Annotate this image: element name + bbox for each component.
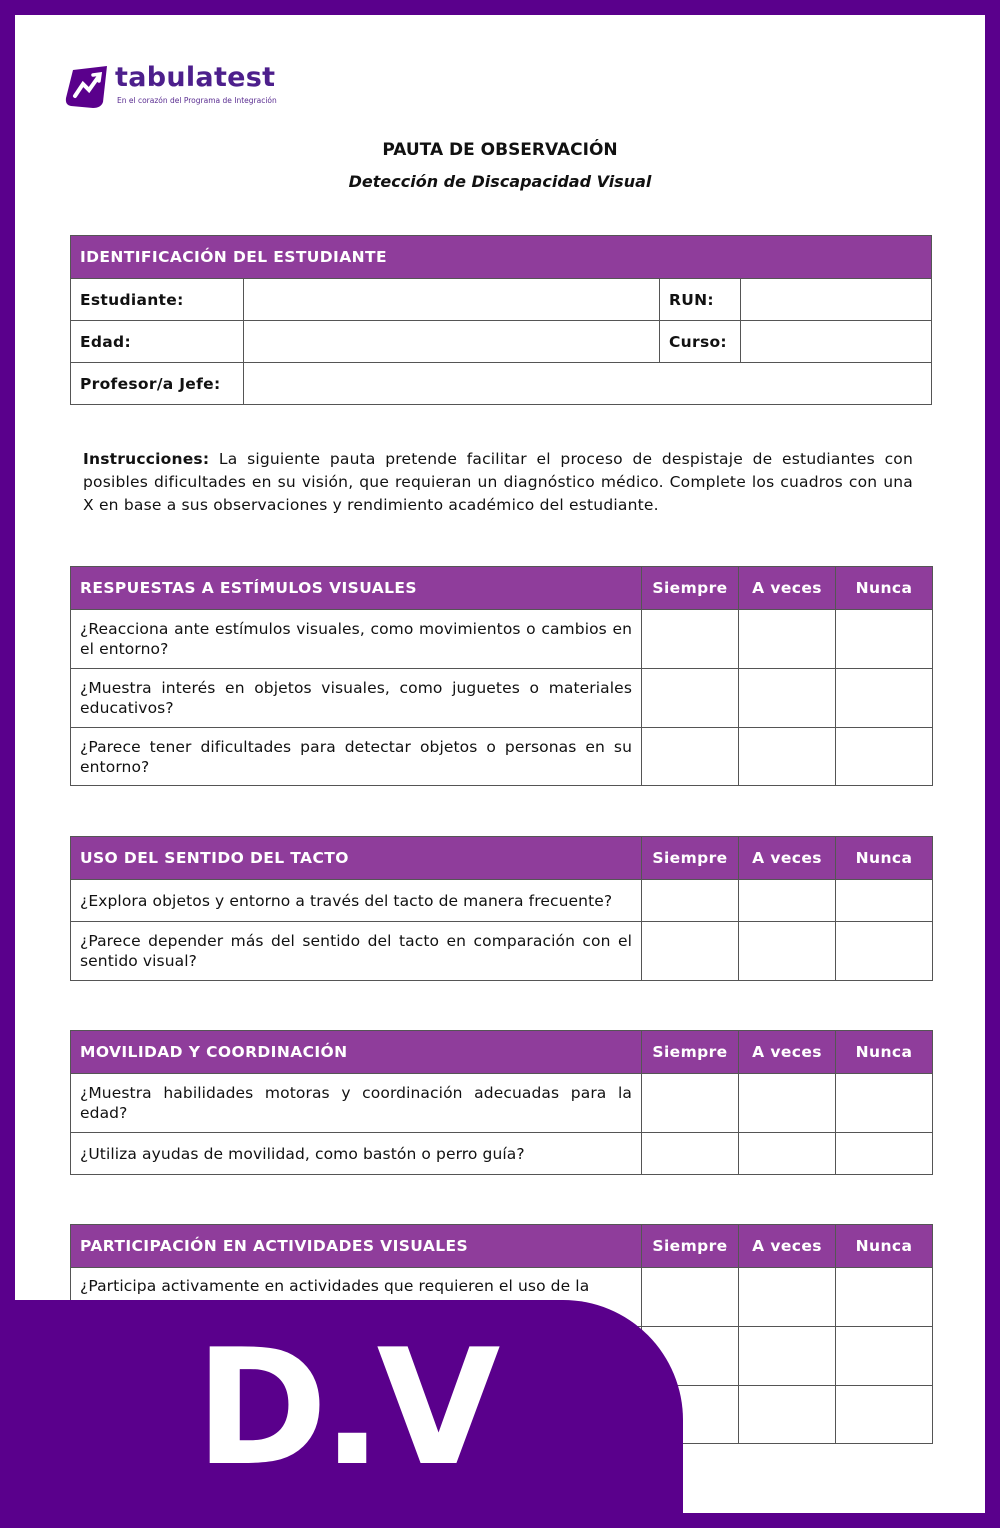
dv-banner-text: D.V — [195, 1314, 495, 1501]
checkbox-never[interactable] — [836, 1327, 933, 1386]
document-page — [15, 15, 985, 1513]
column-always: Siempre — [642, 837, 739, 880]
page-title: PAUTA DE OBSERVACIÓN — [382, 140, 618, 160]
column-never: Nunca — [836, 1031, 933, 1074]
checkbox-never[interactable] — [836, 1133, 933, 1175]
instructions-text: La siguiente pauta pretende facilitar el proceso de despistaje de estudiantes con posibles dificultades en su visión, que requieran un diagnóstico médico. Complete los cuadros con una X en base a sus observaciones y rendimiento académico del estudiante. — [83, 450, 913, 514]
column-always: Siempre — [642, 567, 739, 610]
checkbox-sometimes[interactable] — [739, 1327, 836, 1386]
column-sometimes: A veces — [739, 567, 836, 610]
age-field[interactable] — [244, 321, 660, 363]
column-never: Nunca — [836, 1225, 933, 1268]
question: ¿Parece tener dificultades para detectar objetos o personas en su entorno? — [71, 728, 642, 786]
question: ¿Utiliza ayudas de movilidad, como bastón o perro guía? — [71, 1133, 642, 1175]
checkbox-never[interactable] — [836, 1074, 933, 1133]
question: ¿Muestra habilidades motoras y coordinación adecuadas para la edad? — [71, 1074, 642, 1133]
checkbox-always[interactable] — [642, 669, 739, 728]
column-sometimes: A veces — [739, 837, 836, 880]
checkbox-sometimes[interactable] — [739, 1386, 836, 1444]
teacher-field[interactable] — [244, 363, 932, 405]
instructions-label: Instrucciones: — [83, 450, 210, 468]
column-always: Siempre — [642, 1225, 739, 1268]
student-field[interactable] — [244, 279, 660, 321]
checkbox-always[interactable] — [642, 922, 739, 981]
student-label: Estudiante: — [71, 279, 244, 321]
instructions — [83, 448, 913, 517]
question: ¿Muestra interés en objetos visuales, como juguetes o materiales educativos? — [71, 669, 642, 728]
checkbox-sometimes[interactable] — [739, 1133, 836, 1175]
checkbox-always[interactable] — [642, 728, 739, 786]
section-title: PARTICIPACIÓN EN ACTIVIDADES VISUALES — [71, 1225, 642, 1268]
checkbox-never[interactable] — [836, 1386, 933, 1444]
checkbox-sometimes[interactable] — [739, 728, 836, 786]
column-never: Nunca — [836, 567, 933, 610]
column-always: Siempre — [642, 1031, 739, 1074]
logo-name: tabulatest — [115, 62, 276, 93]
section-table — [70, 836, 933, 981]
checkbox-never[interactable] — [836, 922, 933, 981]
section-title: USO DEL SENTIDO DEL TACTO — [71, 837, 642, 880]
section-title: MOVILIDAD Y COORDINACIÓN — [71, 1031, 642, 1074]
column-sometimes: A veces — [739, 1031, 836, 1074]
logo-mark-icon — [63, 62, 111, 110]
age-label: Edad: — [71, 321, 244, 363]
checkbox-always[interactable] — [642, 1074, 739, 1133]
column-sometimes: A veces — [739, 1225, 836, 1268]
checkbox-never[interactable] — [836, 880, 933, 922]
checkbox-always[interactable] — [642, 610, 739, 669]
question: ¿Explora objetos y entorno a través del tacto de manera frecuente? — [71, 880, 642, 922]
checkbox-sometimes[interactable] — [739, 669, 836, 728]
identification-table — [70, 235, 932, 405]
checkbox-never[interactable] — [836, 610, 933, 669]
identification-header: IDENTIFICACIÓN DEL ESTUDIANTE — [71, 236, 932, 279]
checkbox-always[interactable] — [642, 880, 739, 922]
teacher-label: Profesor/a Jefe: — [71, 363, 244, 405]
checkbox-sometimes[interactable] — [739, 610, 836, 669]
checkbox-sometimes[interactable] — [739, 922, 836, 981]
logo-tagline: En el corazón del Programa de Integración — [117, 96, 277, 105]
checkbox-sometimes[interactable] — [739, 1074, 836, 1133]
course-label: Curso: — [660, 321, 741, 363]
question: ¿Participa activamente en actividades que requieren el uso de la — [71, 1268, 642, 1327]
checkbox-never[interactable] — [836, 728, 933, 786]
question: ¿Reacciona ante estímulos visuales, como movimientos o cambios en el entorno? — [71, 610, 642, 669]
column-never: Nunca — [836, 837, 933, 880]
question: ¿Parece depender más del sentido del tacto en comparación con el sentido visual? — [71, 922, 642, 981]
checkbox-always[interactable] — [642, 1268, 739, 1327]
run-field[interactable] — [741, 279, 932, 321]
checkbox-sometimes[interactable] — [739, 1268, 836, 1327]
checkbox-never[interactable] — [836, 669, 933, 728]
checkbox-sometimes[interactable] — [739, 880, 836, 922]
course-field[interactable] — [741, 321, 932, 363]
checkbox-always[interactable] — [642, 1133, 739, 1175]
run-label: RUN: — [660, 279, 741, 321]
section-table — [70, 1030, 933, 1175]
section-title: RESPUESTAS A ESTÍMULOS VISUALES — [71, 567, 642, 610]
section-table — [70, 566, 933, 786]
page-subtitle: Detección de Discapacidad Visual — [348, 172, 652, 191]
checkbox-never[interactable] — [836, 1268, 933, 1327]
